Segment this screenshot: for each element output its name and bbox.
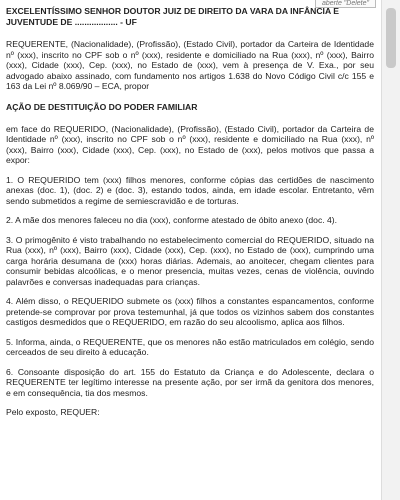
closing-paragraph: Pelo exposto, REQUER: [6, 407, 100, 417]
document-body [6, 6, 374, 427]
intro-paragraph: REQUERENTE, (Nacionalidade), (Profissão), (Estado Civil), portador da Carteira de Identidade nº (xxx), inscrito no CPF sob o nº (xxx), residente e domiciliado na Rua (xxx), nº (xxx), Bairro (xxx), Cidade (xxx), Cep. (xxx), no Estado de (xxx), vem à presença de V. Exa., por seu advogado abaixo assinado, com fundamento nos artigos 1.638 do Novo Código Civil c/c 155 e 163 da Lei nº 8.069/90 – ECA, propor [6, 39, 374, 91]
paragraph-2: 2. A mãe dos menores faleceu no dia (xxx), conforme atestado de óbito anexo (doc. 4). [6, 215, 338, 225]
paragraph-5: 5. Informa, ainda, o REQUERENTE, que os menores não estão matriculados em colégio, sendo cerceados de seu direito à educação. [6, 336, 374, 357]
paragraph-4: 4. Além disso, o REQUERIDO submete os (xxx) filhos a constantes espancamentos, conforme pretende-se comprovar por prova testemunhal, já que todos os vizinhos sabem dos constantes castigos desmedidos que o REQUERIDO, em razão do seu alcoolismo, aplica aos filhos. [6, 296, 374, 327]
document-heading: EXCELENTÍSSIMO SENHOR DOUTOR JUIZ DE DIREITO DA VARA DA INFÂNCIA E JUVENTUDE DE .................. - UF [6, 6, 339, 27]
scrollbar-thumb[interactable] [386, 8, 396, 68]
paragraph-1: 1. O REQUERIDO tem (xxx) filhos menores, conforme cópias das certidões de nascimento anexas (doc. 1), (doc. 2) e (doc. 3), estando todos, ainda, em idade escolar. Entretanto, vêm sendo submetidos a regime de semiescravidão e de torturas. [6, 174, 374, 206]
vertical-scrollbar[interactable] [381, 0, 400, 500]
section-title: AÇÃO DE DESTITUIÇÃO DO PODER FAMILIAR [6, 101, 198, 112]
hint-tag: aberte "Delete" [315, 0, 376, 8]
against-paragraph: em face do REQUERIDO, (Nacionalidade), (Profissão), (Estado Civil), portador da Carteira de Identidade nº (xxx), inscrito no CPF sob o nº (xxx), residente e domiciliado na Rua (xxx), nº (xxx), Bairro (xxx), Cidade (xxx), Cep. (xxx), no Estado de (xxx), pelos motivos que passa a expor: [6, 123, 374, 165]
paragraph-3: 3. O primogênito é visto trabalhando no estabelecimento comercial do REQUERIDO, situado na Rua (xxx), nº (xxx), Bairro (xxx), Cidade (xxx), Cep. (xxx), no Estado de (xxx), cumprindo uma carga horária desumana de (xxx) horas diárias. Ademais, ao anoitecer, chegam clientes para consumir bebidas alcoólicas, e o menor presencia, muitas vezes, cenas de violência, ouvindo palavrões e conversas inadequadas para crianças. [6, 234, 374, 287]
paragraph-6: 6. Consoante disposição do art. 155 do Estatuto da Criança e do Adolescente, declara o REQUERENTE ter legítimo interesse na presente ação, por ser irmã da genitora dos menores, e em consequência, tia dos mesmos. [6, 366, 374, 398]
